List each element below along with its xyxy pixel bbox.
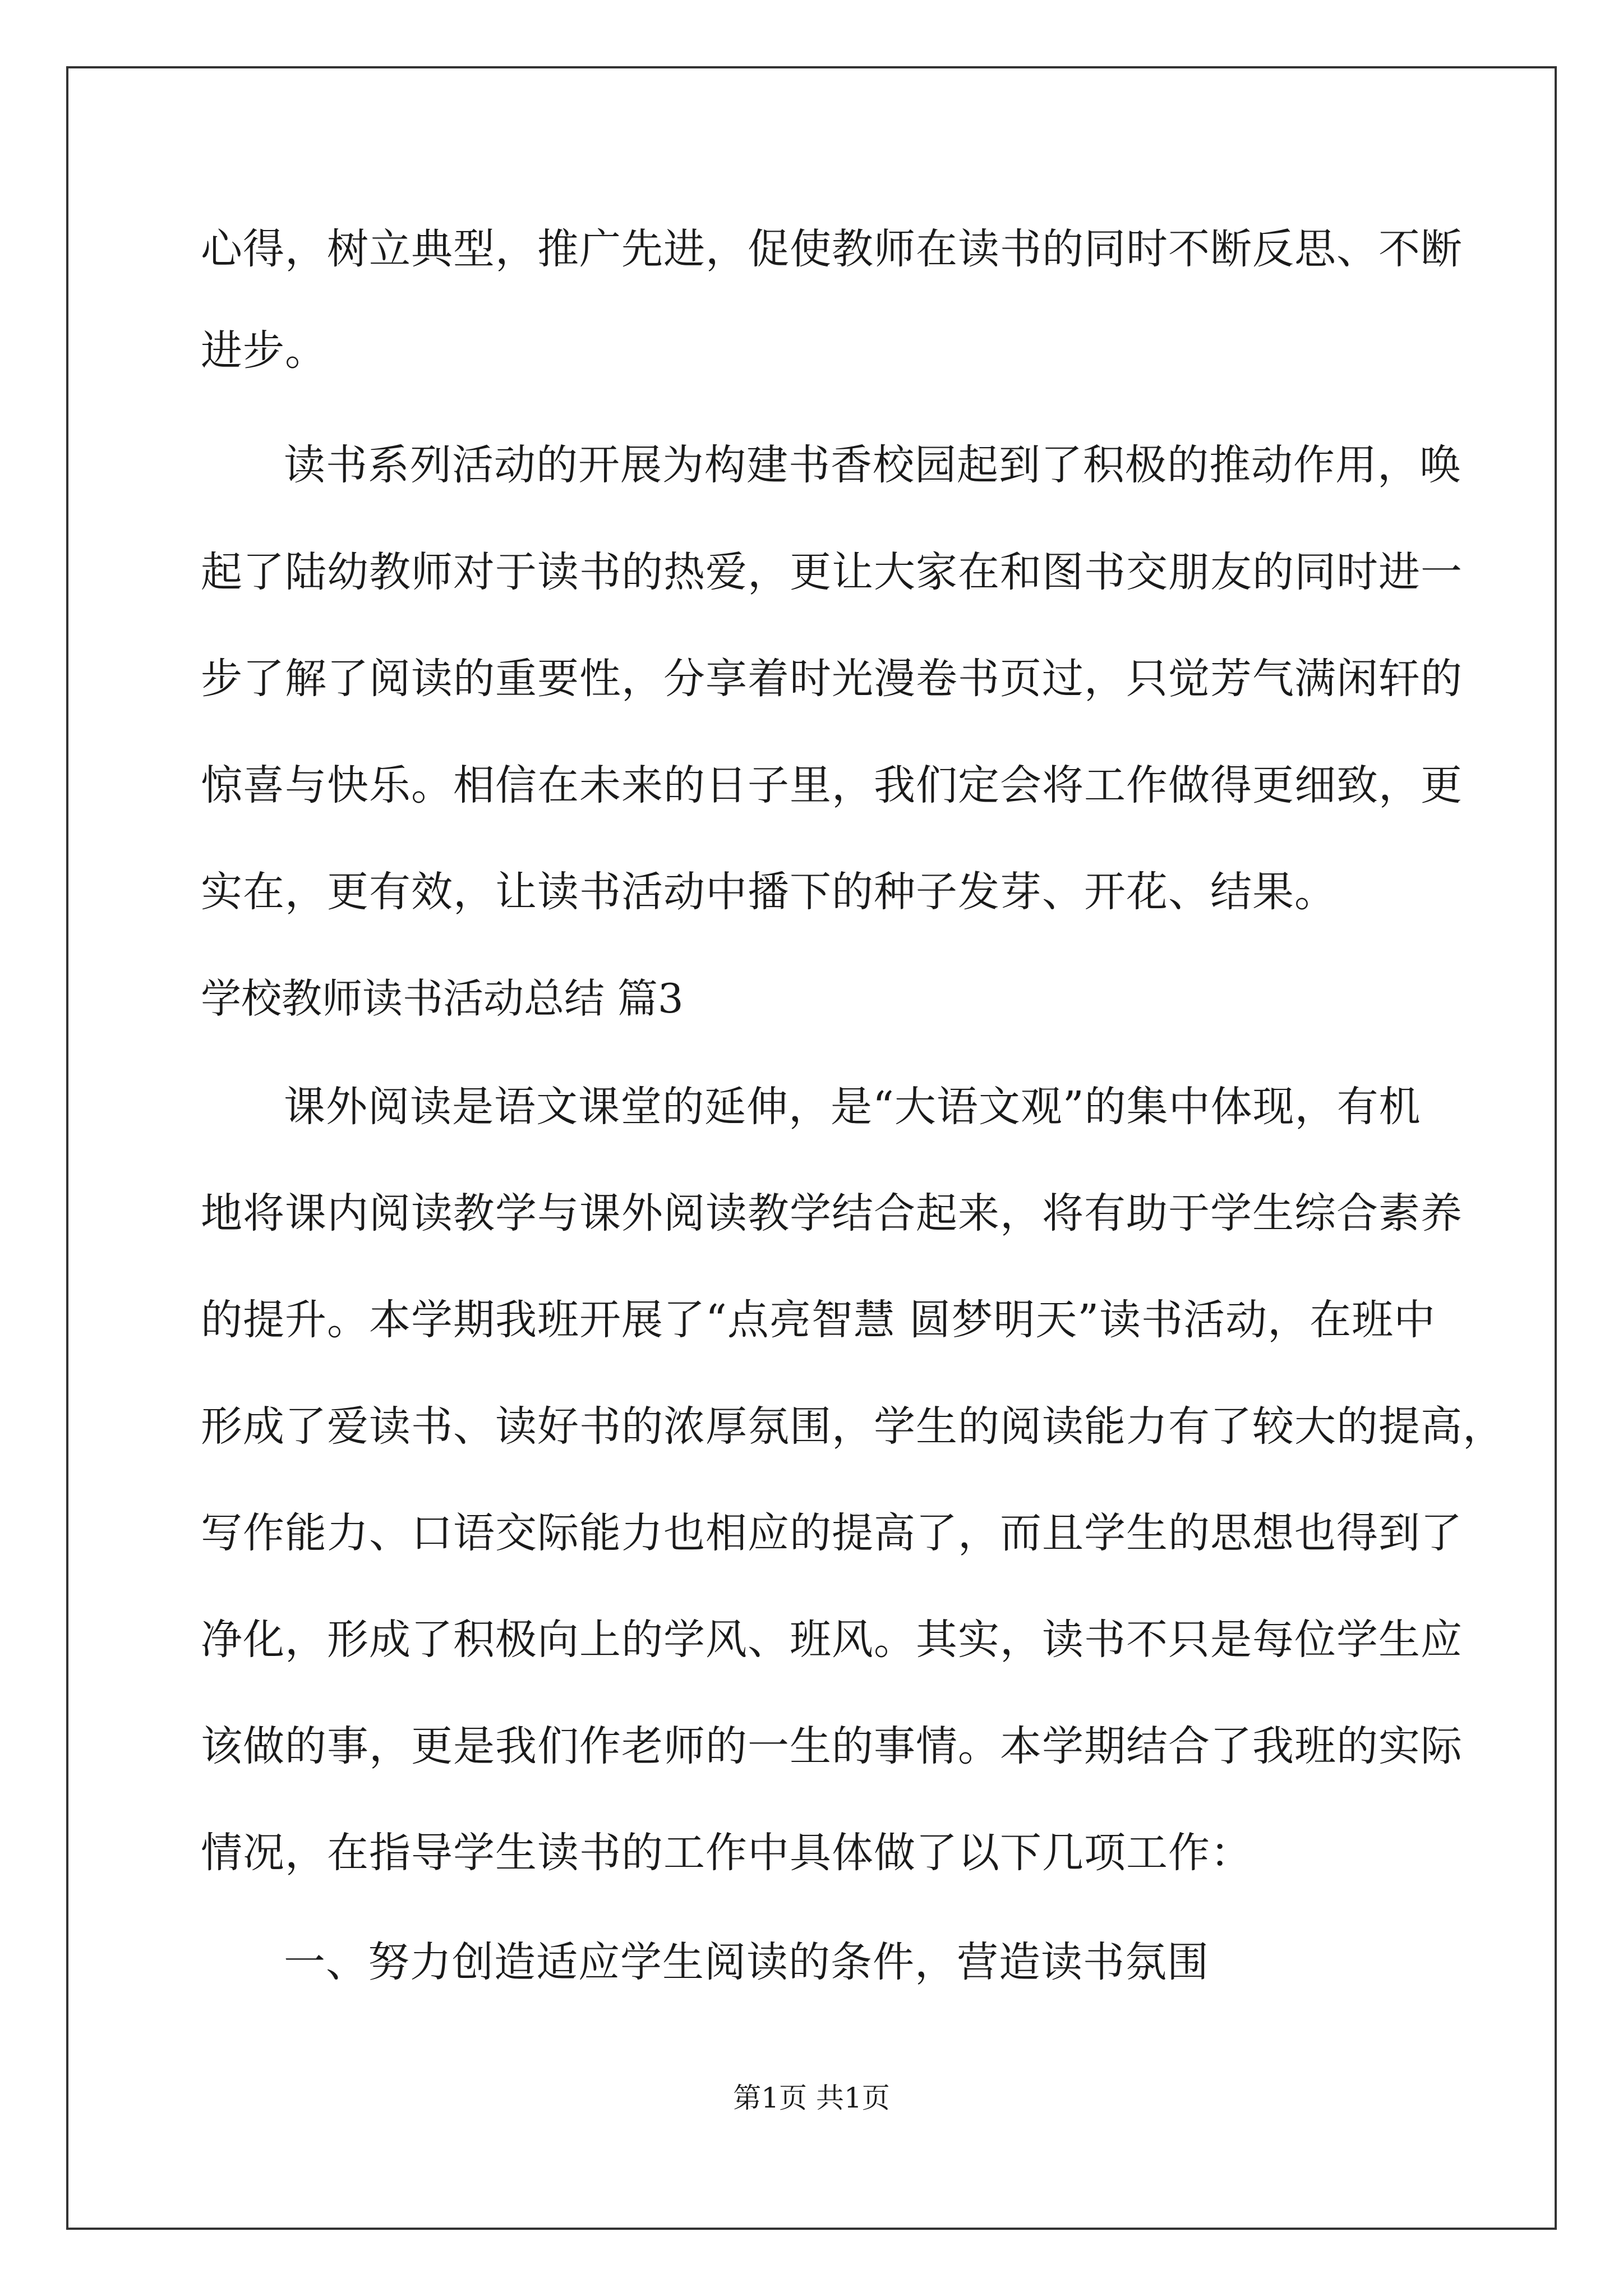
paragraph-1-line-2: 进步。: [201, 326, 327, 375]
page-border: [66, 66, 1557, 2230]
paragraph-4-line-1: 一、努力创造适应学生阅读的条件，营造读书氛围: [284, 1938, 1209, 1986]
paragraph-3-line-2: 地将课内阅读教学与课外阅读教学结合起来，将有助于学生综合素养: [201, 1189, 1463, 1237]
paragraph-2-line-3: 步了解了阅读的重要性，分享着时光漫卷书页过，只觉芳气满闲轩的: [201, 655, 1463, 703]
page-number-label: 第1页 共1页: [733, 2082, 890, 2114]
paragraph-3-line-3: 的提升。本学期我班开展了“点亮智慧 圆梦明天”读书活动，在班中: [201, 1296, 1436, 1344]
paragraph-3-line-8: 情况，在指导学生读书的工作中具体做了以下几项工作：: [201, 1829, 1252, 1877]
paragraph-3-line-6: 净化，形成了积极向上的学风、班风。其实，读书不只是每位学生应: [201, 1616, 1463, 1664]
paragraph-3-line-1: 课外阅读是语文课堂的延伸，是“大语文观”的集中体现，有机: [284, 1083, 1421, 1131]
paragraph-2-line-2: 起了陆幼教师对于读书的热爱，更让大家在和图书交朋友的同时进一: [201, 548, 1463, 596]
section-heading: 学校教师读书活动总结 篇3: [201, 975, 684, 1022]
paragraph-2-line-4: 惊喜与快乐。相信在未来的日子里，我们定会将工作做得更细致，更: [201, 761, 1463, 809]
paragraph-1-line-1: 心得，树立典型，推广先进，促使教师在读书的同时不断反思、不断: [201, 225, 1463, 273]
paragraph-3-line-7: 该做的事，更是我们作老师的一生的事情。本学期结合了我班的实际: [201, 1722, 1463, 1770]
page-footer: [0, 2081, 1623, 2115]
paragraph-3-line-4: 形成了爱读书、读好书的浓厚氛围，学生的阅读能力有了较大的提高，: [201, 1402, 1505, 1451]
paragraph-2-line-5: 实在，更有效，让读书活动中播下的种子发芽、开花、结果。: [201, 868, 1336, 916]
paragraph-2-line-1: 读书系列活动的开展为构建书香校园起到了积极的推动作用，唤: [284, 441, 1461, 489]
paragraph-3-line-5: 写作能力、口语交际能力也相应的提高了，而且学生的思想也得到了: [201, 1509, 1463, 1557]
